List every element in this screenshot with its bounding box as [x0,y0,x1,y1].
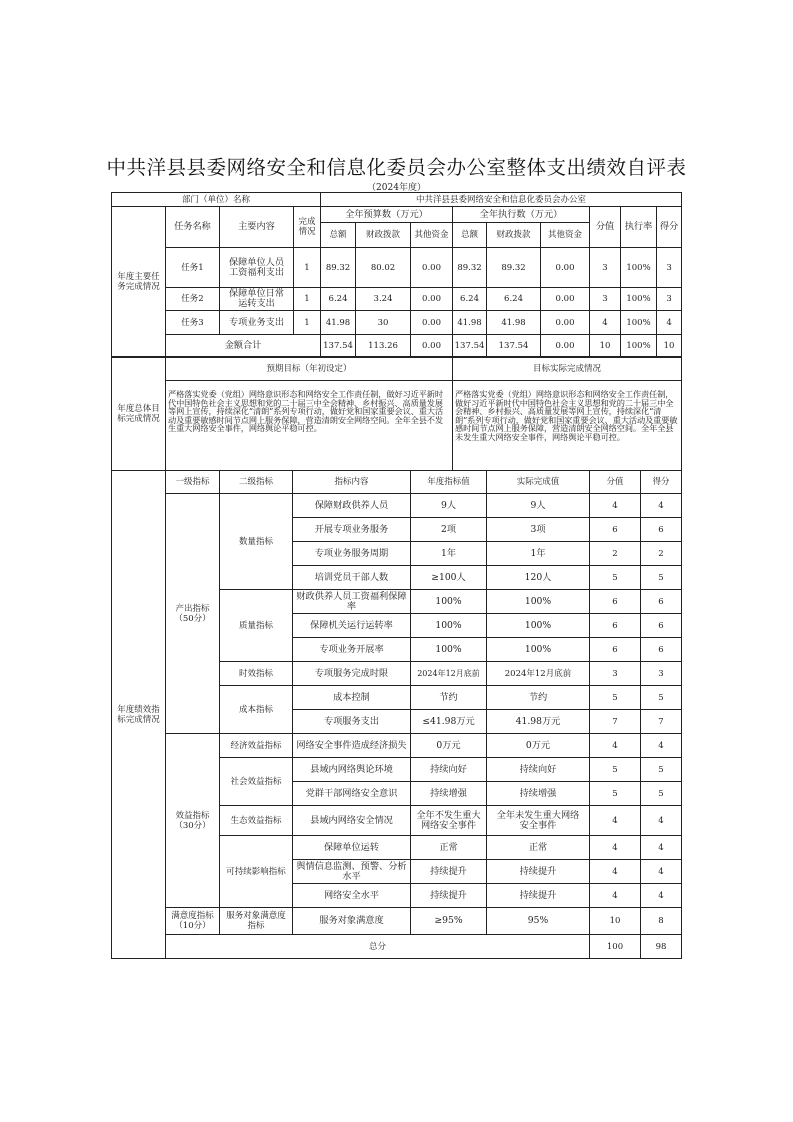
task-rate: 100% [621,248,657,288]
exec-total: 41.98 [453,311,487,335]
indicator-score: 5 [641,686,682,710]
indicator-content: 县域内网络安全情况 [293,806,411,836]
indicator-target: 9人 [411,494,487,518]
total-score-label: 总分 [166,935,590,959]
score-sum: 10 [657,335,682,357]
indicator-content: 舆情信息监测、预警、分析水平 [293,860,411,884]
indicator-content: 培训党员干部人数 [293,566,411,590]
indicator-score: 7 [641,710,682,734]
indicator-content: 服务对象满意度 [293,908,411,935]
expected-goal-header: 预期目标（年初设定） [166,358,453,381]
sub-ecological: 生态效益指标 [220,806,293,836]
task-row [112,248,682,288]
header-budget-fiscal: 财政拨款 [356,223,411,248]
indicator-target: 100% [411,638,487,662]
indicator-score: 4 [641,734,682,758]
sub-timeliness: 时效指标 [220,662,293,686]
indicator-value: 6 [590,518,641,542]
indicator-score: 6 [641,590,682,614]
indicator-actual: 1年 [487,542,590,566]
goals-section-label: 年度总体目标完成情况 [112,358,166,471]
indicator-value: 4 [590,836,641,860]
indicator-content: 专项服务完成时限 [293,662,411,686]
task-name: 任务3 [166,311,220,335]
indicator-target: ≥95% [411,908,487,935]
indicator-row [112,908,682,935]
exec-other-sum: 0.00 [541,335,590,357]
group-satisfaction: 满意度指标（10分） [166,908,220,935]
indicator-value: 7 [590,710,641,734]
indicator-actual: 3项 [487,518,590,542]
indicator-actual: 持续增强 [487,782,590,806]
header-score-value: 分值 [590,207,621,248]
indicator-content: 专项业务开展率 [293,638,411,662]
task-score: 3 [657,288,682,311]
indicator-value: 6 [590,614,641,638]
indicator-target: 持续增强 [411,782,487,806]
indicator-value: 4 [590,884,641,908]
indicator-content: 党群干部网络安全意识 [293,782,411,806]
budget-fiscal: 80.02 [356,248,411,288]
value-sum: 10 [590,335,621,357]
indicator-value: 5 [590,782,641,806]
budget-fiscal-sum: 113.26 [356,335,411,357]
total-score-row [112,935,682,959]
actual-goal-header: 目标实际完成情况 [453,358,682,381]
indicator-value: 2 [590,542,641,566]
indicator-score: 2 [641,542,682,566]
task-rate: 100% [621,288,657,311]
task-content: 专项业务支出 [220,311,294,335]
task-row [112,288,682,311]
indicator-value: 5 [590,566,641,590]
indicator-content: 保障机关运行运转率 [293,614,411,638]
header-content: 指标内容 [293,471,411,494]
indicator-content: 财政供养人员工资福利保障率 [293,590,411,614]
actual-goal-text: 严格落实党委（党组）网络意识形态和网络安全工作责任制，做好习近平新时代中国特色社会主义思想和党的二十届三中全会精神、乡村振兴、高质量发展等网上宣传，持续深化“清朗”系列专项行动，做好党和国家重要会议、重大活动及重要敏感时间节点网上服务保障，营造清朗安全网络空间。全年全县未发生重大网络安全事件，网络舆论平稳可控。 [453,381,682,471]
indicator-value: 3 [590,662,641,686]
indicator-score: 6 [641,518,682,542]
exec-other: 0.00 [541,288,590,311]
indicator-target: 1年 [411,542,487,566]
indicator-content: 开展专项业务服务 [293,518,411,542]
header-exec-other: 其他资金 [541,223,590,248]
indicator-content: 成本控制 [293,686,411,710]
indicator-actual: 正常 [487,836,590,860]
total-score: 98 [641,935,682,959]
header-completion: 完成情况 [294,207,321,248]
budget-fiscal: 3.24 [356,288,411,311]
header-budget-total: 总额 [321,223,356,248]
header-main-content: 主要内容 [220,207,294,248]
sub-cost: 成本指标 [220,686,293,734]
indicator-score: 5 [641,758,682,782]
indicator-actual: 持续提升 [487,884,590,908]
indicator-value: 4 [590,860,641,884]
task-name: 任务1 [166,248,220,288]
task-total-row [112,335,682,357]
task-value: 4 [590,311,621,335]
budget-total-sum: 137.54 [321,335,356,357]
indicators-section-label: 年度绩效指标完成情况 [112,471,166,959]
task-name: 任务2 [166,288,220,311]
indicator-content: 保障单位运转 [293,836,411,860]
exec-total: 89.32 [453,248,487,288]
header-budget-group: 全年预算数（万元） [321,207,453,223]
indicator-target: 0万元 [411,734,487,758]
task-content: 保障单位日常运转支出 [220,288,294,311]
header-budget-other: 其他资金 [411,223,453,248]
indicator-actual: 0万元 [487,734,590,758]
indicator-target: ≥100人 [411,566,487,590]
task-completion: 1 [294,288,321,311]
task-completion: 1 [294,248,321,288]
task-score: 4 [657,311,682,335]
indicator-target: 100% [411,590,487,614]
indicator-score: 4 [641,494,682,518]
indicator-value: 5 [590,758,641,782]
exec-total: 6.24 [453,288,487,311]
exec-total-sum: 137.54 [453,335,487,357]
indicator-score: 6 [641,614,682,638]
task-score: 3 [657,248,682,288]
indicator-actual: 100% [487,614,590,638]
exec-other: 0.00 [541,311,590,335]
budget-total: 41.98 [321,311,356,335]
indicators-table [111,470,682,959]
exec-fiscal: 41.98 [487,311,541,335]
rate-sum: 100% [621,335,657,357]
header-level2: 二级指标 [220,471,293,494]
indicator-score: 4 [641,806,682,836]
indicator-actual: 120人 [487,566,590,590]
indicator-target: 100% [411,614,487,638]
header-exec-group: 全年执行数（万元） [453,207,590,223]
indicator-actual: 节约 [487,686,590,710]
exec-fiscal: 6.24 [487,288,541,311]
budget-fiscal: 30 [356,311,411,335]
indicator-content: 保障财政供养人员 [293,494,411,518]
indicator-actual: 全年未发生重大网络安全事件 [487,806,590,836]
header-score: 得分 [641,471,682,494]
indicator-content: 网络安全水平 [293,884,411,908]
indicator-target: 持续向好 [411,758,487,782]
indicator-row [112,494,682,518]
indicator-value: 6 [590,638,641,662]
sub-sustainable: 可持续影响指标 [220,836,293,908]
indicator-target: 正常 [411,836,487,860]
indicator-value: 4 [590,494,641,518]
indicator-value: 6 [590,590,641,614]
indicator-score: 3 [641,662,682,686]
total-label: 金额合计 [166,335,321,357]
budget-total: 89.32 [321,248,356,288]
sub-social: 社会效益指标 [220,758,293,806]
sub-quality: 质量指标 [220,590,293,662]
budget-other: 0.00 [411,311,453,335]
indicator-row [112,734,682,758]
indicator-value: 5 [590,686,641,710]
indicator-target: 2项 [411,518,487,542]
budget-total: 6.24 [321,288,356,311]
indicator-target: 2024年12月底前 [411,662,487,686]
indicator-actual: 41.98万元 [487,710,590,734]
budget-other-sum: 0.00 [411,335,453,357]
exec-other: 0.00 [541,248,590,288]
indicator-target: 持续提升 [411,860,487,884]
indicator-content: 专项服务支出 [293,710,411,734]
indicator-target: 全年不发生重大网络安全事件 [411,806,487,836]
indicator-actual: 持续向好 [487,758,590,782]
indicator-actual: 100% [487,590,590,614]
year-subtitle: （2024年度） [367,183,426,193]
header-task-name: 任务名称 [166,207,220,248]
task-completion: 1 [294,311,321,335]
task-value: 3 [590,248,621,288]
indicator-target: 节约 [411,686,487,710]
task-section-label: 年度主要任务完成情况 [112,207,166,357]
exec-fiscal-sum: 137.54 [487,335,541,357]
group-benefit: 效益指标（30分） [166,734,220,908]
indicator-actual: 100% [487,638,590,662]
budget-other: 0.00 [411,248,453,288]
header-level1: 一级指标 [166,471,220,494]
expected-goal-text: 严格落实党委（党组）网络意识形态和网络安全工作责任制，做好习近平新时代中国特色社会主义思想和党的二十届三中全会精神、乡村振兴、高质量发展等网上宣传，持续深化“清朗”系列专项行动，做好党和国家重要会议、重大活动及重要敏感时间节点网上服务保障，营造清朗安全网络空间。全年全县不发生重大网络安全事件，网络舆论平稳可控。 [166,381,453,471]
sub-quantity: 数量指标 [220,494,293,590]
dept-label: 部门（单位）名称 [112,193,321,207]
task-row [112,311,682,335]
goals-table [111,357,682,471]
total-value: 100 [590,935,641,959]
indicator-score: 5 [641,782,682,806]
indicator-content: 县域内网络舆论环境 [293,758,411,782]
indicator-content: 专项业务服务周期 [293,542,411,566]
indicator-target: 持续提升 [411,884,487,908]
header-value: 分值 [590,471,641,494]
indicator-content: 网络安全事件造成经济损失 [293,734,411,758]
header-score: 得分 [657,207,682,248]
budget-other: 0.00 [411,288,453,311]
exec-fiscal: 89.32 [487,248,541,288]
indicator-score: 6 [641,638,682,662]
indicator-actual: 持续提升 [487,860,590,884]
indicator-actual: 9人 [487,494,590,518]
sub-economic: 经济效益指标 [220,734,293,758]
task-value: 3 [590,288,621,311]
indicator-score: 4 [641,836,682,860]
sub-service: 服务对象满意度指标 [220,908,293,935]
indicator-score: 5 [641,566,682,590]
indicator-value: 4 [590,806,641,836]
header-target: 年度指标值 [411,471,487,494]
indicator-actual: 95% [487,908,590,935]
indicator-score: 4 [641,884,682,908]
indicator-value: 4 [590,734,641,758]
dept-value: 中共洋县县委网络安全和信息化委员会办公室 [321,193,682,207]
indicator-score: 4 [641,860,682,884]
header-exec-total: 总额 [453,223,487,248]
indicator-target: ≤41.98万元 [411,710,487,734]
indicator-actual: 2024年12月底前 [487,662,590,686]
header-actual: 实际完成值 [487,471,590,494]
indicator-value: 10 [590,908,641,935]
task-content: 保障单位人员工资福利支出 [220,248,294,288]
task-table [111,192,682,357]
page-title: 中共洋县县委网络安全和信息化委员会办公室整体支出绩效自评表 [106,156,687,179]
group-output: 产出指标（50分） [166,494,220,734]
indicator-score: 8 [641,908,682,935]
header-exec-rate: 执行率 [621,207,657,248]
task-rate: 100% [621,311,657,335]
header-exec-fiscal: 财政拨款 [487,223,541,248]
